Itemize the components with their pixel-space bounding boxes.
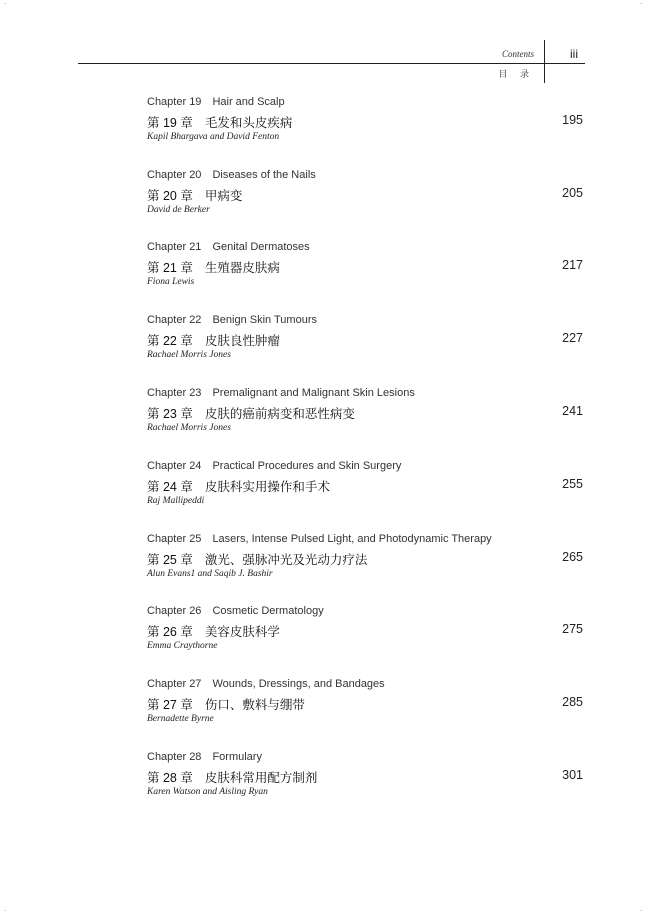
- chapter-number-english: Chapter 21: [147, 241, 202, 253]
- toc-entry[interactable]: [147, 314, 585, 370]
- chapter-number-english: Chapter 27: [147, 678, 202, 690]
- chapter-title-chinese: [147, 258, 280, 276]
- chapter-number-english: Chapter 28: [147, 751, 202, 763]
- chapter-name-english: Benign Skin Tumours: [212, 314, 317, 326]
- chapter-number-chinese: 第 25 章: [147, 553, 193, 567]
- chapter-title-english: [147, 605, 324, 617]
- chapter-name-english: Hair and Scalp: [212, 96, 285, 108]
- chapter-name-english: Premalignant and Malignant Skin Lesions: [212, 387, 415, 399]
- chapter-name-english: Cosmetic Dermatology: [212, 605, 324, 617]
- chapter-authors: Bernadette Byrne: [147, 714, 214, 724]
- chapter-name-english: Genital Dermatoses: [212, 241, 310, 253]
- chapter-number-english: Chapter 26: [147, 605, 202, 617]
- chapter-title-chinese: [147, 550, 367, 568]
- toc-entry[interactable]: [147, 169, 585, 225]
- chapter-name-english: Diseases of the Nails: [212, 169, 316, 181]
- chapter-title-chinese: [147, 186, 242, 204]
- chapter-number-english: Chapter 20: [147, 169, 202, 181]
- chapter-number-english: Chapter 25: [147, 533, 202, 545]
- chapter-number-english: Chapter 23: [147, 387, 202, 399]
- chapter-number-chinese: 第 27 章: [147, 698, 193, 712]
- chapter-number-english: Chapter 24: [147, 460, 202, 472]
- toc-entry[interactable]: [147, 605, 585, 661]
- chapter-title-english: [147, 169, 316, 181]
- chapter-authors: Raj Mallipeddi: [147, 496, 205, 506]
- header-page-number: iii: [570, 47, 578, 61]
- chapter-number-chinese: 第 19 章: [147, 116, 193, 130]
- chapter-page-number: 301: [562, 768, 583, 782]
- chapter-name-chinese: 甲病变: [204, 189, 243, 203]
- chapter-name-chinese: 激光、强脉冲光及光动力疗法: [204, 553, 368, 567]
- chapter-number-chinese: 第 26 章: [147, 625, 193, 639]
- chapter-name-english: Practical Procedures and Skin Surgery: [212, 460, 402, 472]
- chapter-number-chinese: 第 21 章: [147, 261, 193, 275]
- chapter-authors: Emma Craythorne: [147, 641, 218, 651]
- chapter-page-number: 217: [562, 258, 583, 272]
- chapter-name-chinese: 毛发和头皮疾病: [204, 116, 293, 130]
- chapter-title-chinese: [147, 331, 280, 349]
- chapter-authors: Rachael Morris Jones: [147, 350, 231, 360]
- chapter-title-english: [147, 533, 492, 545]
- toc-entry[interactable]: [147, 533, 585, 589]
- chapter-page-number: 195: [562, 113, 583, 127]
- chapter-page-number: 205: [562, 186, 583, 200]
- chapter-name-chinese: 生殖器皮肤病: [204, 261, 280, 275]
- chapter-title-english: [147, 96, 285, 108]
- chapter-title-english: [147, 241, 310, 253]
- chapter-name-chinese: 伤口、敷料与绷带: [204, 698, 305, 712]
- toc-entry[interactable]: [147, 241, 585, 297]
- toc-entry[interactable]: [147, 751, 585, 807]
- header-vertical-rule: [544, 40, 545, 83]
- chapter-page-number: 285: [562, 695, 583, 709]
- toc-entry[interactable]: [147, 387, 585, 443]
- crop-mark-bottom-left: ·: [4, 908, 6, 915]
- header-section-chinese: 目 录: [498, 69, 534, 79]
- chapter-name-english: Formulary: [212, 751, 262, 763]
- chapter-number-chinese: 第 20 章: [147, 189, 193, 203]
- crop-mark-top-right: ·: [640, 1, 642, 8]
- chapter-name-english: Lasers, Intense Pulsed Light, and Photodynamic Therapy: [212, 533, 492, 545]
- chapter-page-number: 241: [562, 404, 583, 418]
- chapter-name-chinese: 皮肤科实用操作和手术: [204, 480, 330, 494]
- chapter-name-chinese: 皮肤良性肿瘤: [204, 334, 280, 348]
- chapter-authors: Rachael Morris Jones: [147, 423, 231, 433]
- chapter-title-english: [147, 387, 415, 399]
- crop-mark-top-left: ·: [4, 1, 6, 8]
- chapter-name-chinese: 皮肤的癌前病变和恶性病变: [204, 407, 355, 421]
- chapter-title-english: [147, 460, 401, 472]
- chapter-title-chinese: [147, 477, 330, 495]
- chapter-title-chinese: [147, 113, 292, 131]
- chapter-name-chinese: 皮肤科常用配方制剂: [204, 771, 318, 785]
- chapter-title-english: [147, 678, 385, 690]
- chapter-page-number: 255: [562, 477, 583, 491]
- chapter-name-chinese: 美容皮肤科学: [204, 625, 280, 639]
- chapter-number-english: Chapter 22: [147, 314, 202, 326]
- chapter-page-number: 265: [562, 550, 583, 564]
- chapter-title-english: [147, 314, 317, 326]
- chapter-page-number: 227: [562, 331, 583, 345]
- chapter-name-english: Wounds, Dressings, and Bandages: [212, 678, 385, 690]
- chapter-number-chinese: 第 22 章: [147, 334, 193, 348]
- chapter-number-chinese: 第 23 章: [147, 407, 193, 421]
- chapter-number-chinese: 第 28 章: [147, 771, 193, 785]
- chapter-title-chinese: [147, 695, 305, 713]
- chapter-title-chinese: [147, 768, 317, 786]
- chapter-authors: David de Berker: [147, 205, 210, 215]
- chapter-title-english: [147, 751, 262, 763]
- chapter-page-number: 275: [562, 622, 583, 636]
- toc-entry[interactable]: [147, 678, 585, 734]
- chapter-authors: Fiona Lewis: [147, 277, 195, 287]
- toc-entry[interactable]: [147, 460, 585, 516]
- chapter-title-chinese: [147, 622, 280, 640]
- chapter-number-chinese: 第 24 章: [147, 480, 193, 494]
- chapter-authors: Alun Evans1 and Saqib J. Bashir: [147, 569, 273, 579]
- crop-mark-bottom-right: ·: [640, 908, 642, 915]
- chapter-title-chinese: [147, 404, 355, 422]
- header-horizontal-rule: [78, 63, 585, 64]
- header-section-english: Contents: [501, 49, 534, 59]
- chapter-authors: Kapil Bhargava and David Fenton: [147, 132, 280, 142]
- chapter-authors: Karen Watson and Aisling Ryan: [147, 787, 268, 797]
- toc-entry[interactable]: [147, 96, 585, 152]
- chapter-number-english: Chapter 19: [147, 96, 202, 108]
